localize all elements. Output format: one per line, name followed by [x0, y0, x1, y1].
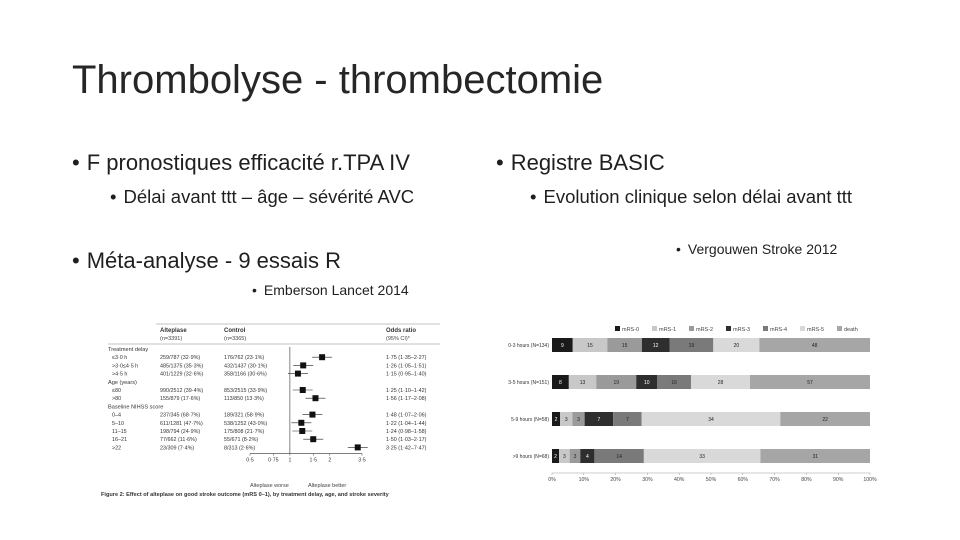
data-label: 57	[807, 380, 813, 386]
forest-tick-label: 0·5	[246, 457, 254, 464]
forest-group-label: Age (years)	[108, 379, 137, 386]
forest-row-alteplase: 198/794 (24·9%)	[160, 429, 201, 435]
hdr-alteplase-n: (n=3391)	[160, 336, 183, 342]
bullet-prognostic-factors	[72, 150, 410, 176]
bullet-meta-analysis	[72, 248, 341, 274]
forest-point	[295, 371, 301, 377]
bullet-text: Evolution clinique selon délai avant ttt	[543, 186, 853, 207]
forest-row-or: 1·75 (1·35–2·27)	[386, 355, 427, 362]
category-label: 0-3 hours (N=134)	[508, 343, 549, 349]
chart-tick-label: 0%	[548, 477, 556, 483]
bullet-dot: •	[72, 248, 80, 273]
forest-point	[319, 354, 325, 360]
data-label: 3	[573, 454, 577, 460]
forest-row-or: 1·56 (1·17–2·08)	[386, 396, 427, 403]
bullet-delay-age-severity	[110, 186, 440, 208]
bullet-text: Emberson Lancet 2014	[263, 282, 409, 298]
legend-swatch	[800, 326, 805, 331]
data-label: 19	[613, 380, 620, 386]
data-label: 15	[621, 343, 628, 349]
forest-row-control: 538/1252 (43·0%)	[224, 420, 268, 427]
chart-tick-label: 90%	[833, 477, 844, 483]
forest-row-alteplase: 611/1281 (47·7%)	[160, 420, 203, 427]
forest-row-control: 8/313 (2·6%)	[224, 445, 256, 452]
legend-label: mRS-5	[807, 327, 825, 333]
forest-point	[355, 444, 361, 450]
legend-swatch	[726, 326, 731, 331]
category-label: 5-9 hours (N=58)	[511, 417, 549, 423]
chart-tick-label: 40%	[674, 477, 685, 483]
data-label: 28	[717, 380, 724, 386]
data-label: 15	[587, 343, 593, 349]
forest-point	[310, 436, 316, 442]
hdr-alteplase: Alteplase	[160, 328, 187, 334]
bullet-text: Délai avant ttt – âge – sévérité AVC	[123, 186, 415, 207]
data-label: 7	[597, 417, 601, 423]
data-label: 48	[811, 343, 818, 349]
legend-swatch	[615, 326, 620, 331]
category-label: >9 hours (N=68)	[512, 454, 549, 460]
forest-row-alteplase: 485/1375 (35·3%)	[160, 363, 204, 370]
forest-row-alteplase: 259/787 (32·9%)	[160, 355, 201, 362]
forest-row-control: 189/321 (58·9%)	[224, 412, 265, 419]
data-label: 4	[585, 454, 589, 460]
forest-row-label: ≤80	[112, 388, 121, 394]
hdr-odds-ratio: Odds ratio	[386, 328, 417, 334]
forest-row-control: 432/1437 (30·1%)	[224, 363, 268, 370]
legend-label: mRS-1	[659, 327, 677, 333]
legend-swatch	[652, 326, 657, 331]
forest-tick-label: 1·5	[309, 457, 317, 464]
forest-point	[300, 387, 306, 393]
forest-row-label: >4·5 h	[112, 371, 128, 378]
forest-row-or: 1·22 (1·04–1·44)	[386, 420, 427, 427]
legend-swatch	[689, 326, 694, 331]
forest-row-or: 1·50 (1·03–2·17)	[386, 437, 427, 444]
data-label: 8	[559, 380, 562, 386]
forest-row-or: 1·48 (1·07–2·06)	[386, 412, 427, 419]
forest-row-label: 0–4	[112, 412, 121, 419]
forest-group-label: Baseline NIHSS score	[108, 404, 164, 411]
forest-point	[299, 428, 305, 434]
legend-label: death	[844, 327, 858, 333]
data-label: 13	[579, 380, 586, 386]
forest-plot-figure	[100, 320, 445, 498]
axis-label-worse: Alteplase worse	[250, 483, 289, 489]
legend-label: mRS-3	[733, 327, 751, 333]
bullet-text: F pronostiques efficacité r.TPA IV	[86, 150, 410, 175]
chart-tick-label: 70%	[769, 477, 780, 483]
bullet-vergouwen-ref	[676, 241, 837, 257]
forest-row-label: 11–15	[112, 429, 127, 435]
forest-tick-label: 3·5	[358, 457, 366, 464]
legend-label: mRS-4	[770, 327, 788, 333]
chart-tick-label: 50%	[705, 477, 717, 483]
forest-row-label: 16–21	[112, 437, 127, 444]
forest-row-alteplase: 401/1229 (32·6%)	[160, 371, 204, 378]
forest-row-alteplase: 990/2512 (39·4%)	[160, 388, 204, 394]
data-label: 10	[643, 380, 650, 386]
forest-point	[298, 420, 304, 426]
forest-row-label: >22	[112, 445, 122, 452]
chart-tick-label: 80%	[801, 477, 812, 483]
forest-row-alteplase: 23/309 (7·4%)	[160, 445, 195, 452]
slide-title: Thrombolyse - thrombectomie	[72, 58, 604, 102]
forest-plot-svg	[100, 320, 445, 498]
forest-row-control: 358/1166 (30·6%)	[224, 371, 267, 378]
forest-caption: Figure 2: Effect of alteplase on good stroke outcome (mRS 0–1), by treatment delay, age, and stroke severity	[101, 492, 389, 498]
data-label: 3	[562, 454, 566, 460]
forest-point	[300, 362, 306, 368]
forest-row-control: 175/808 (21·7%)	[224, 429, 265, 435]
forest-row-control: 113/850 (13·3%)	[224, 396, 264, 403]
forest-row-alteplase: 155/879 (17·6%)	[160, 396, 201, 403]
bullet-dot: •	[676, 241, 681, 257]
legend-swatch	[837, 326, 842, 331]
forest-tick-label: 0·75	[268, 457, 279, 464]
bullet-evolution-clinique	[530, 186, 860, 208]
legend-swatch	[763, 326, 768, 331]
forest-row-label: >80	[112, 396, 122, 403]
data-label: 34	[708, 417, 714, 423]
forest-tick-label: 2	[328, 457, 332, 464]
stacked-bar-chart-svg	[497, 318, 880, 488]
hdr-odds-ratio-ci: (95% CI)*	[386, 336, 410, 342]
forest-row-alteplase: 77/662 (11·6%)	[160, 437, 197, 444]
axis-label-better: Alteplase better	[308, 483, 347, 489]
data-label: 31	[812, 454, 819, 460]
forest-row-control: 176/762 (23·1%)	[224, 355, 265, 362]
bullet-dot: •	[496, 150, 504, 175]
forest-row-alteplase: 237/345 (68·7%)	[160, 412, 201, 419]
legend-label: mRS-2	[696, 327, 714, 333]
forest-row-label: 5–10	[112, 420, 124, 427]
forest-row-control: 55/671 (8·2%)	[224, 437, 259, 444]
forest-point	[309, 412, 315, 418]
forest-tick-label: 1	[288, 457, 292, 464]
data-label: 3	[577, 417, 580, 423]
bullet-dot: •	[72, 150, 80, 175]
data-label: 2	[554, 417, 558, 423]
bullet-dot: •	[252, 282, 257, 298]
forest-row-label: ≤3·0 h	[112, 355, 128, 362]
bullet-dot: •	[110, 186, 117, 207]
data-label: 3	[564, 417, 568, 423]
data-label: 16	[671, 380, 677, 386]
bullet-dot: •	[530, 186, 537, 207]
forest-row-or: 1·25 (1·10–1·42)	[386, 388, 427, 394]
data-label: 19	[688, 343, 695, 349]
forest-row-or: 3·25 (1·42–7·47)	[386, 445, 427, 452]
category-label: 3-5 hours (N=151)	[508, 380, 549, 386]
forest-row-or: 1·15 (0·95–1·40)	[386, 371, 427, 378]
bullet-emberson-ref	[252, 282, 409, 298]
data-label: 12	[652, 343, 659, 349]
data-label: 14	[616, 454, 622, 460]
bullet-registre-basic	[496, 150, 665, 176]
chart-tick-label: 100%	[863, 477, 877, 483]
bullet-text: Registre BASIC	[510, 150, 665, 175]
forest-point	[312, 395, 318, 401]
data-label: 20	[733, 343, 740, 349]
forest-row-control: 853/2515 (33·9%)	[224, 388, 268, 394]
basic-registry-chart	[497, 318, 880, 488]
chart-tick-label: 20%	[610, 477, 621, 483]
forest-row-or: 1·24 (0·98–1·58)	[386, 429, 427, 435]
data-label: 9	[560, 343, 564, 349]
data-label: 22	[822, 417, 828, 423]
bullet-text: Vergouwen Stroke 2012	[687, 241, 838, 257]
data-label: 2	[554, 454, 557, 460]
chart-tick-label: 30%	[642, 477, 653, 483]
bullet-text: Méta-analyse - 9 essais R	[86, 248, 342, 273]
data-label: 7	[626, 417, 629, 423]
hdr-control-n: (n=3365)	[224, 336, 247, 342]
forest-row-label: >3·0≤4·5 h	[112, 363, 139, 370]
chart-tick-label: 10%	[578, 477, 589, 483]
forest-group-label: Treatment delay	[108, 347, 149, 353]
forest-row-or: 1·26 (1·05–1·51)	[386, 363, 427, 370]
chart-tick-label: 60%	[737, 477, 748, 483]
hdr-control: Control	[224, 328, 246, 334]
data-label: 33	[699, 454, 705, 460]
legend-label: mRS-0	[622, 327, 640, 333]
